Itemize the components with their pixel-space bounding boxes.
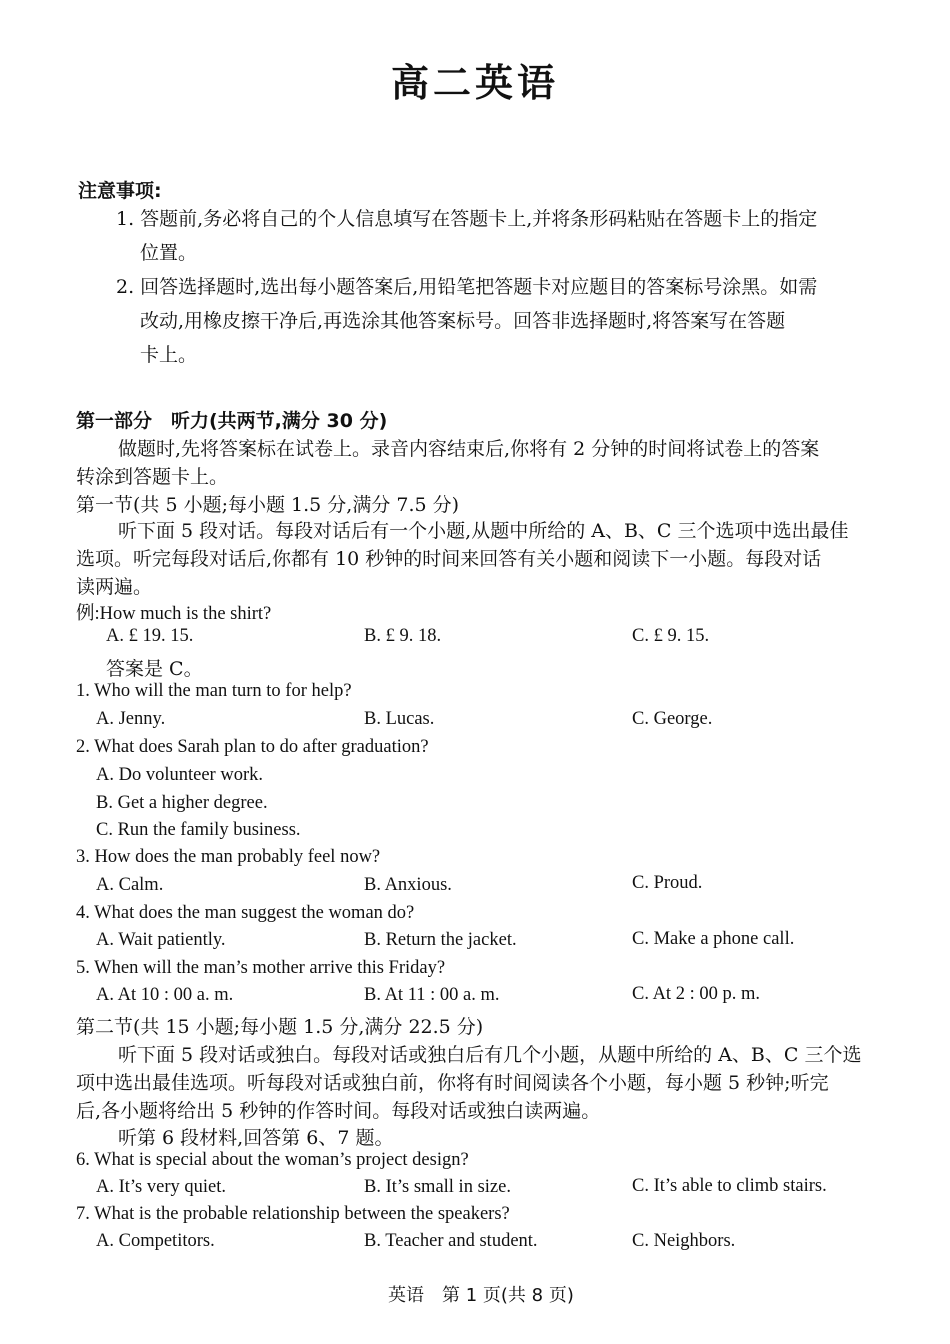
question-5-option-b: B. At 11 : 00 a. m. — [364, 985, 500, 1005]
question-2-option-a: A. Do volunteer work. — [96, 765, 263, 785]
part1-heading: 第一部分 听力(共两节,满分 30 分) — [76, 410, 388, 432]
question-2-option-c: C. Run the family business. — [96, 820, 301, 840]
example-answer: 答案是 C。 — [106, 658, 203, 680]
question-1-option-c: C. George. — [632, 709, 713, 729]
question-6-option-b: B. It’s small in size. — [364, 1177, 511, 1197]
section2-intro-line-3: 后,各小题将给出 5 秒钟的作答时间。每段对话或独白读两遍。 — [76, 1100, 601, 1122]
notice-item-2-line-1: 2. 回答选择题时,选出每小题答案后,用铅笔把答题卡对应题目的答案标号涂黑。如需 — [116, 276, 818, 298]
section1-heading: 第一节(共 5 小题;每小题 1.5 分,满分 7.5 分) — [76, 494, 460, 516]
material-6-instruction: 听第 6 段材料,回答第 6、7 题。 — [118, 1127, 394, 1149]
section1-intro-line-3: 读两遍。 — [76, 576, 153, 598]
question-7-option-b: B. Teacher and student. — [364, 1231, 538, 1251]
example-option-a: A. £ 19. 15. — [106, 626, 194, 646]
part1-intro-line-2: 转涂到答题卡上。 — [76, 466, 229, 488]
question-5: 5. When will the man’s mother arrive this Friday? — [76, 958, 446, 978]
section2-intro-line-1: 听下面 5 段对话或独白。每段对话或独白后有几个小题，从题中所给的 A、B、C 三个选 — [118, 1044, 862, 1066]
section1-intro-line-1: 听下面 5 段对话。每段对话后有一个小题,从题中所给的 A、B、C 三个选项中选出最佳 — [118, 520, 849, 542]
section1-intro-line-2: 选项。听完每段对话后,你都有 10 秒钟的时间来回答有关小题和阅读下一小题。每段对话 — [76, 548, 822, 570]
question-6-option-a: A. It’s very quiet. — [96, 1177, 226, 1197]
question-4: 4. What does the man suggest the woman do? — [76, 903, 415, 923]
question-1-option-a: A. Jenny. — [96, 709, 166, 729]
question-1: 1. Who will the man turn to for help? — [76, 681, 352, 701]
section2-heading: 第二节(共 15 小题;每小题 1.5 分,满分 22.5 分) — [76, 1016, 484, 1038]
page-footer: 英语 第 1 页(共 8 页) — [388, 1285, 574, 1306]
question-5-option-c: C. At 2 : 00 p. m. — [632, 984, 760, 1004]
question-3-option-c: C. Proud. — [632, 873, 703, 893]
notice-item-2-line-3: 卡上。 — [140, 344, 198, 366]
question-4-option-a: A. Wait patiently. — [96, 930, 226, 950]
section2-intro-line-2: 项中选出最佳选项。听每段对话或独白前，你将有时间阅读各个小题，每小题 5 秒钟;听完 — [76, 1072, 829, 1094]
question-4-option-c: C. Make a phone call. — [632, 929, 795, 949]
question-4-option-b: B. Return the jacket. — [364, 930, 517, 950]
question-5-option-a: A. At 10 : 00 a. m. — [96, 985, 234, 1005]
question-7: 7. What is the probable relationship between the speakers? — [76, 1204, 510, 1224]
question-7-option-a: A. Competitors. — [96, 1231, 215, 1251]
question-2: 2. What does Sarah plan to do after graduation? — [76, 737, 429, 757]
notice-heading: 注意事项: — [78, 180, 162, 202]
notice-item-1-line-2: 位置。 — [140, 242, 198, 264]
part1-intro-line-1: 做题时,先将答案标在试卷上。录音内容结束后,你将有 2 分钟的时间将试卷上的答案 — [118, 438, 820, 460]
notice-item-1-line-1: 1. 答题前,务必将自己的个人信息填写在答题卡上,并将条形码粘贴在答题卡上的指定 — [116, 208, 818, 230]
question-3: 3. How does the man probably feel now? — [76, 847, 381, 867]
question-6: 6. What is special about the woman’s project design? — [76, 1150, 469, 1170]
example-option-b: B. £ 9. 18. — [364, 626, 442, 646]
example-question: 例:How much is the shirt? — [76, 604, 272, 624]
question-6-option-c: C. It’s able to climb stairs. — [632, 1176, 827, 1196]
question-3-option-b: B. Anxious. — [364, 875, 452, 895]
question-7-option-c: C. Neighbors. — [632, 1231, 736, 1251]
question-3-option-a: A. Calm. — [96, 875, 164, 895]
question-2-option-b: B. Get a higher degree. — [96, 793, 268, 813]
page-title: 高二英语 — [390, 61, 559, 105]
example-option-c: C. £ 9. 15. — [632, 626, 710, 646]
question-1-option-b: B. Lucas. — [364, 709, 435, 729]
notice-item-2-line-2: 改动,用橡皮擦干净后,再选涂其他答案标号。回答非选择题时,将答案写在答题 — [140, 310, 786, 332]
